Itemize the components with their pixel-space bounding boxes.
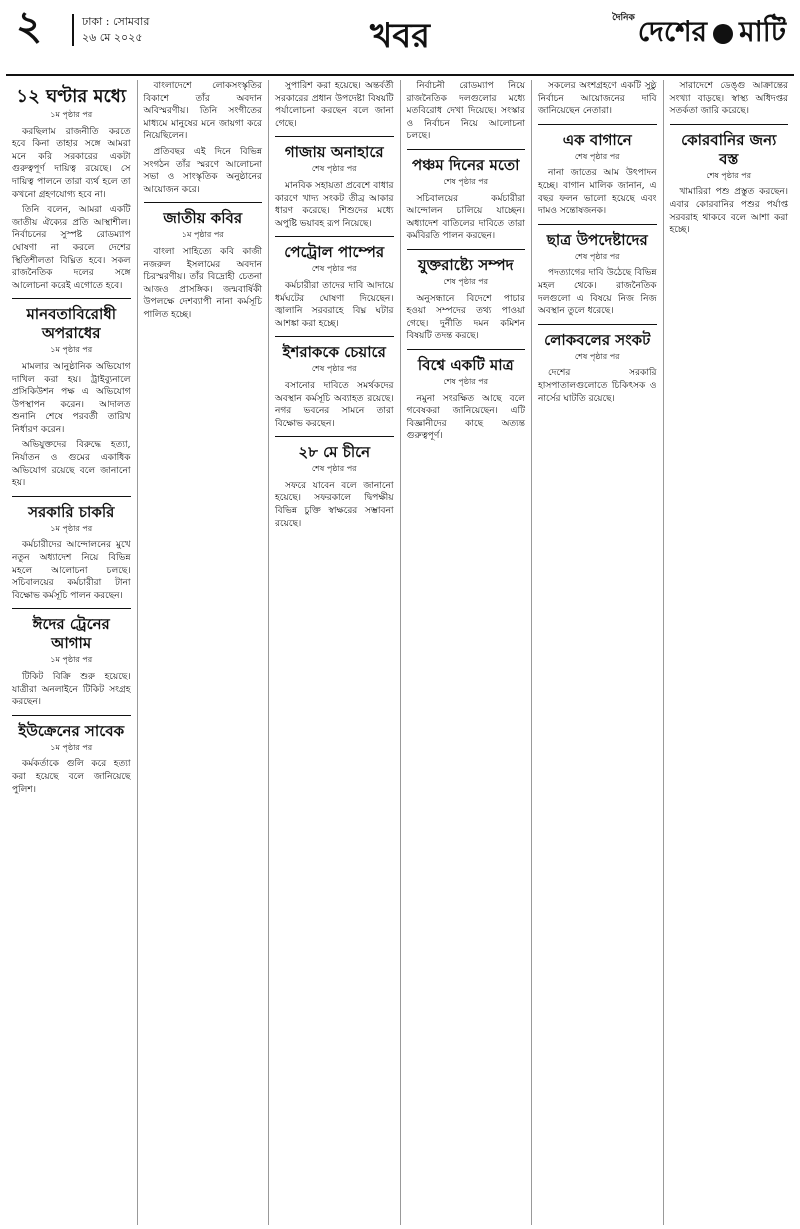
- story-divider: [538, 324, 657, 325]
- article-headline[interactable]: মানবতাবিরোধী অপরাধের: [26, 305, 117, 343]
- news-column: [138, 80, 270, 1225]
- section-title: খবর: [370, 16, 430, 56]
- story-divider: [144, 202, 263, 203]
- article-paragraph: কর্মচারীরা তাদের দাবি আদায়ে ধর্মঘটের ঘোষণা দিয়েছেন। জ্বালানি সরবরাহে বিঘ্ন ঘটার আশঙ্কা করা হচ্ছে।: [275, 280, 394, 329]
- article-paragraph: সারাদেশে ডেঙ্গু আক্রান্তের সংখ্যা বাড়ছে। স্বাস্থ্য অধিদপ্তর সতর্কতা জারি করেছে।: [669, 81, 788, 117]
- article-headline[interactable]: বিশ্বে একটি মাত্র: [417, 355, 514, 374]
- article-paragraph: অভিযুক্তদের বিরুদ্ধে হত্যা, নির্যাতন ও গুমের একাধিক অভিযোগ রয়েছে বলে জানানো হয়।: [12, 440, 131, 489]
- article-headline[interactable]: পঞ্চম দিনের মতো: [412, 155, 520, 174]
- story-divider: [407, 249, 526, 250]
- article-paragraph: দেশের সরকারি হাসপাতালগুলোতে চিকিৎসক ও নার্সের ঘাটতি রয়েছে।: [538, 368, 657, 404]
- article-headline[interactable]: কোরবানির জন্য বস্ত: [681, 130, 777, 168]
- logo-globe-icon: [713, 24, 733, 44]
- issue-date: ২৬ মে ২০২৫: [82, 31, 143, 44]
- continuation-note: ১ম পৃষ্ঠার পর: [181, 230, 224, 240]
- article-paragraph: খামারিরা পশু প্রস্তুত করছেন। এবার কোরবানির পশুর পর্যাপ্ত সরবরাহ থাকবে বলে আশা করা হচ্ছে।: [669, 187, 788, 236]
- continuation-note: শেষ পৃষ্ঠার পর: [443, 376, 489, 386]
- article-headline[interactable]: ২৮ মে চীনে: [298, 443, 371, 462]
- article-paragraph: সচিবালয়ের কর্মচারীরা আন্দোলন চালিয়ে যাচ্ছেন। অধ্যাদেশ বাতিলের দাবিতে তারা কর্মবিরতি পালন করছেন।: [406, 193, 525, 242]
- news-column: [664, 80, 795, 1225]
- article-paragraph: বাংলাদেশে লোকসংস্কৃতির বিকাশে তাঁর অবদান অবিস্মরণীয়। তিনি সংগীতের মাধ্যমে মানুষের মনে জায়গা করে নিয়েছিলেন।: [143, 81, 262, 142]
- article-headline[interactable]: পেট্রোল পাম্পের: [284, 243, 385, 262]
- story-divider: [12, 298, 131, 299]
- story-divider: [275, 236, 394, 237]
- article-headline[interactable]: ঈদের ট্রেনের আগাম: [32, 615, 110, 653]
- news-column: [532, 80, 664, 1225]
- story-divider: [538, 124, 657, 125]
- continuation-note: শেষ পৃষ্ঠার পর: [311, 264, 357, 274]
- article-paragraph: সুপারিশ করা হয়েছে। অন্তর্বর্তী সরকারের প্রধান উপদেষ্টা বিষয়টি পর্যালোচনা করছেন বলে জানা গেছে।: [275, 81, 394, 129]
- article-paragraph: বসানোর দাবিতে সমর্থকদের অবস্থান কর্মসূচি অব্যাহত রয়েছে। নগর ভবনের সামনে তারা বিক্ষোভ করছেন।: [275, 380, 394, 429]
- continuation-note: শেষ পৃষ্ঠার পর: [311, 464, 357, 474]
- article-headline[interactable]: ১২ ঘণ্টার মধ্যে: [16, 86, 127, 107]
- article-columns: [6, 80, 794, 1225]
- article-headline[interactable]: ইউক্রেনের সাবেক: [18, 721, 125, 740]
- article-paragraph: তিনি বলেন, আমরা একটি জাতীয় ঐক্যের প্রতি আস্থাশীল। নির্বাচনের সুস্পষ্ট রোডম্যাপ ঘোষণা না করলে দেশের স্থিতিশীলতা বিঘ্নিত হবে। সকল রাজনৈতিক দলের সঙ্গে আলোচনা করেই এগোতে হবে।: [12, 205, 131, 291]
- article-paragraph: কর্মচারীদের আন্দোলনের মুখে নতুন অধ্যাদেশ নিয়ে বিভিন্ন মহলে আলোচনা চলছে। সচিবালয়ের কর্মচারীরা টানা বিক্ষোভ কর্মসূচি পালন করছেন।: [12, 540, 131, 601]
- story-divider: [12, 715, 131, 716]
- continuation-note: শেষ পৃষ্ঠার পর: [443, 176, 489, 186]
- continuation-note: শেষ পৃষ্ঠার পর: [574, 351, 620, 361]
- article-paragraph: প্রতিবছর এই দিনে বিভিন্ন সংগঠন তাঁর স্মরণে আলোচনা সভা ও সাংস্কৃতিক অনুষ্ঠানের আয়োজন করে।: [143, 146, 262, 195]
- article-paragraph: টিকিট বিক্রি শুরু হয়েছে। যাত্রীরা অনলাইনে টিকিট সংগ্রহ করছেন।: [12, 672, 131, 708]
- continuation-note: শেষ পৃষ্ঠার পর: [706, 170, 752, 180]
- news-column: [401, 80, 533, 1225]
- continuation-note: ১ম পৃষ্ঠার পর: [50, 345, 93, 355]
- story-divider: [407, 149, 526, 150]
- newspaper-logo: [612, 10, 786, 57]
- article-paragraph: কর্মকর্তাকে গুলি করে হত্যা করা হয়েছে বলে জানিয়েছে পুলিশ।: [12, 759, 131, 795]
- article-headline[interactable]: জাতীয় কবির: [163, 209, 243, 228]
- article-paragraph: মামলার আনুষ্ঠানিক অভিযোগ দাখিল করা হয়। ট্রাইব্যুনালে প্রসিকিউশন পক্ষ এ অভিযোগ উপস্থাপন করেন। আদালত শুনানি শেষে পরবর্তী তারিখ নির্ধারণ করেন।: [12, 361, 131, 435]
- news-column: [269, 80, 401, 1225]
- story-divider: [12, 608, 131, 609]
- article-paragraph: বাংলা সাহিত্যে কবি কাজী নজরুল ইসলামের অবদান চিরস্মরণীয়। তাঁর বিদ্রোহী চেতনা আজও প্রাসঙ্গিক। জন্মবার্ষিকী উপলক্ষে দেশব্যাপী নানা কর্মসূচি পালিত হচ্ছে।: [143, 246, 262, 320]
- article-headline[interactable]: এক বাগানে: [562, 130, 632, 149]
- article-paragraph: নির্বাচনী রোডম্যাপ নিয়ে রাজনৈতিক দলগুলোর মধ্যে মতবিরোধ দেখা দিয়েছে। সংস্কার ও নির্বাচন নিয়ে আলোচনা চলছে।: [406, 81, 525, 142]
- continuation-note: শেষ পৃষ্ঠার পর: [311, 364, 357, 374]
- masthead: [6, 0, 794, 76]
- logo-prefix: দৈনিক: [612, 13, 635, 23]
- article-paragraph: করছিলাম রাজনীতি করতে হবে কিনা তাহার সঙ্গে আমরা মনে করি সরকারের একটা গুরুত্বপূর্ণ দায়িত্ব রয়েছে। সে দায়িত্ব পালনে তারা ব্যর্থ হলে তা কখনো গ্রহণযোগ্য হবে না।: [12, 126, 131, 200]
- continuation-note: ১ম পৃষ্ঠার পর: [50, 742, 93, 752]
- continuation-note: শেষ পৃষ্ঠার পর: [443, 276, 489, 286]
- article-headline[interactable]: গাজায় অনাহারে: [284, 143, 384, 162]
- article-headline[interactable]: ছাত্র উপদেষ্টাদের: [546, 230, 648, 249]
- story-divider: [275, 436, 394, 437]
- page-number: ২: [16, 2, 43, 49]
- article-paragraph: পদত্যাগের দাবি উঠেছে বিভিন্ন মহল থেকে। রাজনৈতিক দলগুলো এ বিষয়ে নিজ নিজ অবস্থান তুলে ধরেছে।: [538, 268, 657, 317]
- continuation-note: ১ম পৃষ্ঠার পর: [50, 110, 93, 119]
- story-divider: [12, 496, 131, 497]
- logo-left: দেশের: [637, 15, 708, 48]
- place-day: ঢাকা : সোমবার: [82, 15, 150, 28]
- news-column: [6, 80, 138, 1225]
- continuation-note: শেষ পৃষ্ঠার পর: [311, 164, 357, 174]
- article-paragraph: নানা জাতের আম উৎপাদন হচ্ছে। বাগান মালিক জানান, এ বছর ফলন ভালো হয়েছে এবং দামও সন্তোষজনক।: [538, 168, 657, 217]
- continuation-note: ১ম পৃষ্ঠার পর: [50, 523, 93, 533]
- article-headline[interactable]: লোকবলের সংকট: [544, 330, 651, 349]
- continuation-note: শেষ পৃষ্ঠার পর: [574, 151, 620, 161]
- article-paragraph: অনুসন্ধানে বিদেশে পাচার হওয়া সম্পদের তথ্য পাওয়া গেছে। দুর্নীতি দমন কমিশন বিষয়টি তদন্ত করছে।: [406, 293, 525, 342]
- story-divider: [538, 224, 657, 225]
- story-divider: [275, 336, 394, 337]
- story-divider: [407, 349, 526, 350]
- continuation-note: ১ম পৃষ্ঠার পর: [50, 655, 93, 665]
- article-paragraph: সফরে যাবেন বলে জানানো হয়েছে। সফরকালে দ্বিপক্ষীয় বিভিন্ন চুক্তি স্বাক্ষরের সম্ভাবনা রয়েছে।: [275, 480, 394, 529]
- article-headline[interactable]: সরকারি চাকরি: [28, 502, 115, 521]
- article-headline[interactable]: যুক্তরাষ্ট্যে সম্পদ: [417, 255, 514, 274]
- story-divider: [275, 136, 394, 137]
- story-divider: [670, 124, 789, 125]
- logo-right: মাটি: [739, 15, 786, 48]
- continuation-note: শেষ পৃষ্ঠার পর: [574, 251, 620, 261]
- article-paragraph: মানবিক সহায়তা প্রবেশে বাধার কারণে খাদ্য সংকট তীব্র আকার ধারণ করেছে। শিশুদের মধ্যে অপুষ্টি ভয়াবহ রূপ নিয়েছে।: [275, 180, 394, 229]
- article-paragraph: সকলের অংশগ্রহণে একটি সুষ্ঠু নির্বাচন আয়োজনের দাবি জানিয়েছেন নেতারা।: [538, 81, 657, 117]
- article-headline[interactable]: ইশরাককে চেয়ারে: [282, 343, 386, 362]
- article-paragraph: নমুনা সংরক্ষিত আছে বলে গবেষকরা জানিয়েছেন। এটি বিজ্ঞানীদের কাছে অত্যন্ত গুরুত্বপূর্ণ।: [406, 393, 525, 442]
